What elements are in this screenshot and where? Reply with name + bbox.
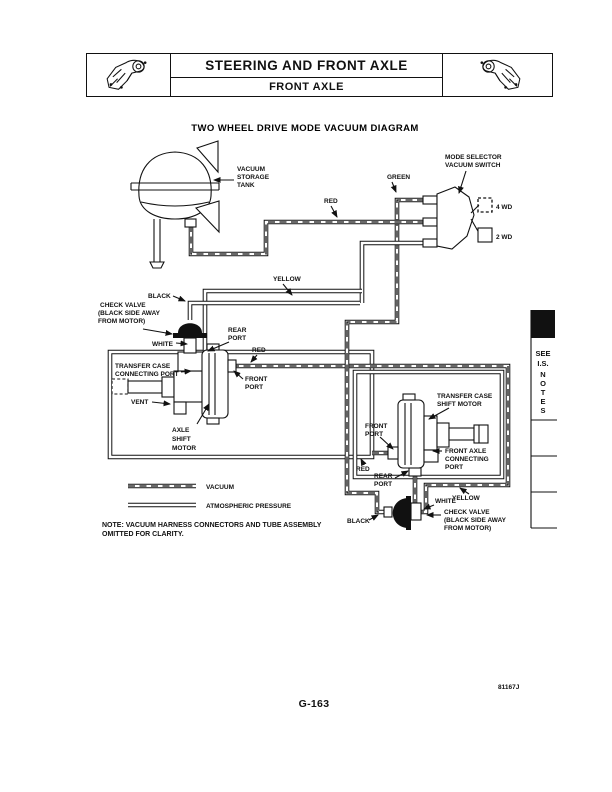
svg-text:PORT: PORT: [228, 335, 247, 342]
label-check-valve-right: CHECK VALVE: [444, 509, 490, 516]
label-black-2: BLACK: [347, 518, 370, 525]
header-left-icon-cell: [87, 54, 171, 96]
two-wd-indicator: [478, 228, 492, 242]
diagram-title: TWO WHEEL DRIVE MODE VACUUM DIAGRAM: [191, 123, 419, 134]
label-rear-port-left: REAR: [228, 327, 247, 334]
tab-see: SEE: [535, 349, 551, 358]
svg-text:T: T: [540, 388, 546, 397]
check-valve-stem-black-side: [384, 507, 392, 517]
page-header: [86, 53, 553, 97]
label-rear-port-right: REAR: [374, 473, 393, 480]
diagram-note-line1: NOTE: VACUUM HARNESS CONNECTORS AND TUBE ASSEMBLY: [102, 522, 322, 529]
axle-shift-motor-assembly: [112, 344, 236, 424]
svg-text:PORT: PORT: [245, 384, 264, 391]
svg-text:SHIFT MOTOR: SHIFT MOTOR: [437, 401, 482, 408]
label-transfer-case-connecting-port: TRANSFER CASE: [115, 363, 171, 370]
axle-assembly-icon: [463, 56, 533, 94]
tab-is: I.S.: [537, 359, 549, 368]
label-yellow-1: YELLOW: [273, 276, 301, 283]
section-title: STEERING AND FRONT AXLE: [171, 54, 442, 78]
label-white-2: WHITE: [435, 498, 456, 505]
see-is-notes-tab: [531, 310, 557, 528]
front-port-fitting: [228, 360, 236, 372]
svg-text:(BLACK SIDE AWAY: (BLACK SIDE AWAY: [444, 517, 506, 524]
vacuum-storage-tank: [131, 141, 219, 268]
mode-selector-vacuum-switch: [423, 187, 492, 249]
svg-text:CONNECTING: CONNECTING: [445, 456, 489, 463]
tube-yellow: [362, 243, 424, 303]
vent-fitting: [174, 402, 186, 414]
svg-text:STORAGE: STORAGE: [237, 174, 270, 181]
four-wd-indicator: [478, 198, 492, 212]
svg-text:CONNECTING PORT: CONNECTING PORT: [115, 371, 179, 378]
svg-text:FROM MOTOR): FROM MOTOR): [444, 525, 492, 532]
label-vent: VENT: [131, 399, 149, 406]
label-vacuum-storage-tank: VACUUM: [237, 166, 266, 173]
svg-text:O: O: [540, 379, 546, 388]
tube-motor-branch: [205, 291, 362, 352]
front-axle-connecting-port-fitting: [424, 450, 438, 462]
label-front-port-right: FRONT: [365, 423, 388, 430]
label-2wd: 2 WD: [496, 234, 513, 241]
label-4wd: 4 WD: [496, 204, 513, 211]
svg-text:PORT: PORT: [445, 464, 464, 471]
header-title-cell: [171, 54, 442, 96]
label-axle-shift-motor: AXLE: [172, 427, 190, 434]
rear-port-fitting: [409, 468, 421, 476]
check-valve-stem: [184, 338, 196, 353]
label-mode-selector: MODE SELECTOR: [445, 154, 502, 161]
svg-text:E: E: [540, 397, 546, 406]
label-red-2: RED: [252, 347, 266, 354]
page-number: G-163: [298, 698, 330, 710]
legend-atmospheric-label: ATMOSPHERIC PRESSURE: [206, 503, 292, 510]
index-tab-marker: [531, 310, 555, 338]
figure-code: 81167J: [498, 684, 520, 691]
tube-black-checkvalve: [190, 303, 360, 320]
svg-text:N: N: [540, 370, 546, 379]
diagram-note-line2: OMITTED FOR CLARITY.: [102, 531, 184, 538]
svg-text:PORT: PORT: [365, 431, 384, 438]
tube-red-tank: [191, 222, 424, 254]
label-black-1: BLACK: [148, 293, 171, 300]
svg-text:(BLACK SIDE AWAY: (BLACK SIDE AWAY: [98, 310, 160, 317]
label-transfer-case-shift-motor: TRANSFER CASE: [437, 393, 493, 400]
header-right-icon-cell: [442, 54, 552, 96]
svg-text:S: S: [540, 406, 546, 415]
svg-text:MOTOR: MOTOR: [172, 445, 197, 452]
svg-text:TANK: TANK: [237, 182, 255, 189]
svg-text:SHIFT: SHIFT: [172, 436, 191, 443]
label-green: GREEN: [387, 174, 411, 181]
axle-assembly-icon: [94, 56, 164, 94]
label-red-1: RED: [324, 198, 338, 205]
tank-port: [185, 219, 196, 227]
label-red-3: RED: [356, 466, 370, 473]
svg-text:FROM MOTOR): FROM MOTOR): [98, 318, 146, 325]
label-check-valve-left: CHECK VALVE: [100, 302, 146, 309]
label-yellow-2: YELLOW: [452, 495, 480, 502]
subsection-title: FRONT AXLE: [269, 80, 344, 93]
legend-vacuum-label: VACUUM: [206, 484, 235, 491]
check-valve-stem-white-side: [411, 503, 421, 520]
vacuum-diagram: [0, 108, 612, 580]
label-front-port-left: FRONT: [245, 376, 268, 383]
svg-text:PORT: PORT: [374, 481, 393, 488]
svg-text:VACUUM SWITCH: VACUUM SWITCH: [445, 162, 501, 169]
check-valve-left: [173, 323, 207, 353]
legend: [102, 484, 322, 538]
label-front-axle-connecting-port: FRONT AXLE: [445, 448, 487, 455]
label-white-1: WHITE: [152, 341, 173, 348]
